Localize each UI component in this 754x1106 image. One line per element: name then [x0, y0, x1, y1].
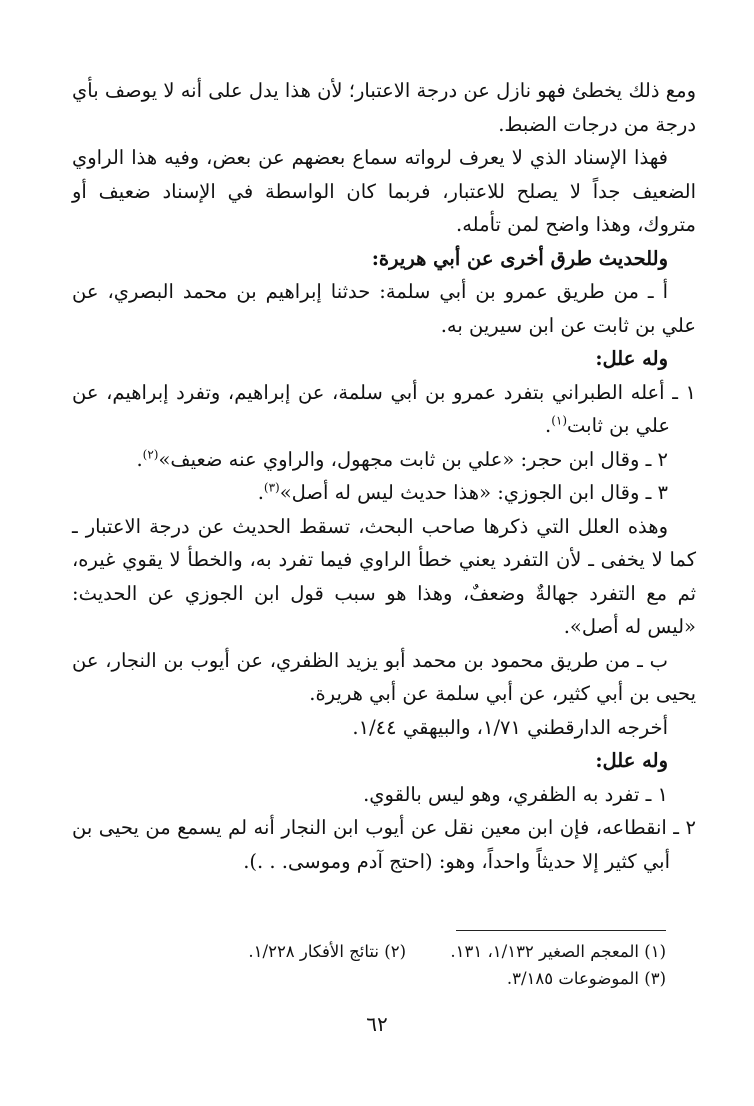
list-item-text: ١ ـ أعله الطبراني بتفرد عمرو بن أبي سلمة، عن إبراهيم، وتفرد إبراهيم، عن علي بن ثابت	[72, 380, 696, 437]
paragraph: ومع ذلك يخطئ فهو نازل عن درجة الاعتبار؛ لأن هذا يدل على أنه لا يوصف بأي درجة من درجات الضبط.	[72, 79, 696, 136]
list-item-text: ٣ ـ وقال ابن الجوزي: «هذا حديث ليس له أصل»	[279, 481, 668, 504]
footnote-item: (٣) الموضوعات ٣/١٨٥.	[506, 969, 666, 988]
footnote-row	[72, 965, 666, 992]
footnote-ref[interactable]: (٢)	[142, 447, 159, 461]
footnote-item: (٢) نتائج الأفكار ١/٢٢٨.	[248, 942, 406, 961]
list-item: ٢ ـ انقطاعه، فإن ابن معين نقل عن أيوب ابن النجار أنه لم يسمع من يحيى بن أبي كثير إلا حديثاً واحداً، وهو: (احتج آدم وموسى. . .).	[72, 816, 696, 873]
page-number: ٦٢	[366, 1012, 388, 1036]
footnote-ref[interactable]: (٣)	[263, 480, 280, 495]
paragraph: أخرجه الدارقطني ١/٧١، والبيهقي ١/٤٤.	[352, 715, 668, 739]
section-heading: وللحديث طرق أخرى عن أبي هريرة:	[371, 246, 668, 270]
main-text	[72, 74, 696, 878]
list-item-end: .	[136, 447, 143, 471]
footnote-item: (١) المعجم الصغير ١/١٣٢، ١٣١.	[450, 942, 666, 961]
section-heading: وله علل:	[595, 749, 668, 772]
section-heading: وله علل:	[595, 347, 668, 370]
footnote-ref[interactable]: (١)	[551, 413, 568, 428]
list-item-text: ٢ ـ وقال ابن حجر: «علي بن ثابت مجهول، والراوي عنه ضعيف»	[158, 447, 668, 471]
list-item-end: .	[545, 414, 552, 437]
paragraph: فهذا الإسناد الذي لا يعرف لرواته سماع بعضهم عن بعض، وفيه هذا الراوي الضعيف جداً لا يصلح للاعتبار، فربما كان الواسطة في الإسناد ضعيف أو متروك، وهذا واضح لمن تأمله.	[72, 146, 696, 236]
footnote-divider	[456, 930, 666, 931]
list-item	[72, 376, 696, 443]
paragraph: ب ـ من طريق محمود بن محمد أبو يزيد الظفري، عن أيوب بن النجار، عن يحيى بن أبي كثير، عن أبي سلمة عن أبي هريرة.	[72, 648, 696, 705]
list-item-end: .	[257, 481, 264, 504]
paragraph: وهذه العلل التي ذكرها صاحب البحث، تسقط الحديث عن درجة الاعتبار ـ كما لا يخفى ـ لأن التفرد يعني خطأ الراوي فيما تفرد به، والخطأ لا يقوي غيره، ثم مع التفرد جهالةٌ وضعفٌ، وهذا هو سبب قول ابن الجوزي عن الحديث: «ليس له أصل».	[72, 514, 696, 638]
footnote-row	[72, 938, 666, 965]
list-item	[72, 443, 696, 477]
footnotes	[72, 938, 666, 992]
list-item: ١ ـ تفرد به الظفري، وهو ليس بالقوي.	[363, 782, 668, 806]
list-item	[72, 476, 696, 510]
paragraph: أ ـ من طريق عمرو بن أبي سلمة: حدثنا إبراهيم بن محمد البصري، عن علي بن ثابت عن ابن سيرين به.	[72, 280, 696, 337]
